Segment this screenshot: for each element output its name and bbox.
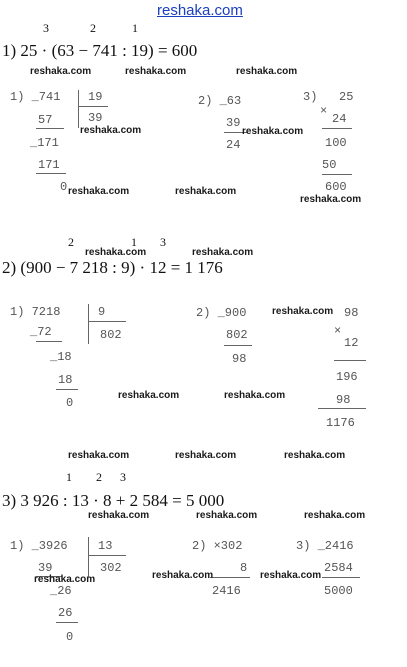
div1-quotient: 39	[88, 111, 103, 125]
mul1-row-2: 24	[332, 112, 347, 126]
mul3-row-1: 2) ×302	[192, 539, 243, 553]
watermark: reshaka.com	[236, 66, 298, 77]
watermark: reshaka.com	[272, 306, 334, 317]
mul1-row-3: 100	[325, 136, 347, 150]
div2-row-2: _72	[30, 325, 52, 339]
div3-row-4: 26	[58, 606, 73, 620]
div1-row-4: 171	[38, 158, 60, 172]
add3-row-3: 5000	[324, 584, 353, 598]
div3-divisor: 13	[98, 539, 113, 553]
mul2-row-3: 196	[336, 370, 358, 384]
watermark: reshaka.com	[175, 450, 237, 461]
order-mark-3: 1	[132, 21, 138, 35]
watermark: reshaka.com	[284, 450, 346, 461]
watermark: reshaka.com	[85, 247, 147, 258]
div2-row-4: 18	[58, 373, 73, 387]
sub1-row-2: 39	[226, 116, 241, 130]
watermark: reshaka.com	[118, 390, 180, 401]
sub1-row-3: 24	[226, 138, 241, 152]
order-mark-3: 3	[120, 470, 126, 484]
mul2-row-2: 12	[344, 336, 359, 350]
watermark: reshaka.com	[125, 66, 187, 77]
watermark: reshaka.com	[88, 510, 150, 521]
sub2-row-3: 98	[232, 352, 247, 366]
watermark: reshaka.com	[30, 66, 92, 77]
sub2-row-1: 2) _900	[196, 306, 247, 320]
mul1-row-1: 3) 25	[303, 90, 354, 104]
site-title[interactable]: reshaka.com	[157, 2, 243, 19]
mul2-times: ×	[334, 324, 342, 338]
watermark: reshaka.com	[68, 186, 130, 197]
sub2-row-2: 802	[226, 328, 248, 342]
equation-2: 2) (900 − 7 218 : 9) · 12 = 1 176	[2, 258, 223, 277]
watermark: reshaka.com	[68, 450, 130, 461]
mul3-row-2: 8	[240, 561, 248, 575]
equation-1: 1) 25 · (63 − 741 : 19) = 600	[2, 41, 198, 60]
mul2-row-1: 98	[344, 306, 359, 320]
watermark: reshaka.com	[300, 194, 362, 205]
div3-quotient: 302	[100, 561, 122, 575]
order-mark-2: 1	[131, 235, 137, 249]
sub1-row-1: 2) _63	[198, 94, 242, 108]
mul1-times: ×	[320, 104, 328, 118]
mul3-row-3: 2416	[212, 584, 241, 598]
watermark: reshaka.com	[80, 125, 142, 136]
div2-quotient: 802	[100, 328, 122, 342]
div2-row-1: 1) 7218	[10, 305, 61, 319]
div1-row-5: 0	[60, 180, 68, 194]
watermark: reshaka.com	[304, 510, 366, 521]
div2-divisor: 9	[98, 305, 106, 319]
div3-row-3: _26	[50, 584, 72, 598]
order-mark-1: 1	[66, 470, 72, 484]
mul1-row-4: 50	[322, 158, 337, 172]
order-mark-2: 2	[90, 21, 96, 35]
watermark: reshaka.com	[260, 570, 322, 581]
watermark: reshaka.com	[152, 570, 214, 581]
watermark: reshaka.com	[175, 186, 237, 197]
add3-row-1: 3) _2416	[296, 539, 354, 553]
add3-row-2: 2584	[324, 561, 353, 575]
equation-3: 3) 3 926 : 13 · 8 + 2 584 = 5 000	[2, 491, 225, 510]
div2-row-3: _18	[50, 350, 72, 364]
mul1-row-5: 600	[325, 180, 347, 194]
div3-row-1: 1) _3926	[10, 539, 68, 553]
order-mark-3: 3	[160, 235, 166, 249]
watermark: reshaka.com	[196, 510, 258, 521]
div1-row-2: 57	[38, 113, 53, 127]
div2-row-5: 0	[66, 396, 74, 410]
watermark: reshaka.com	[242, 126, 304, 137]
div1-row-3: _171	[30, 136, 59, 150]
order-mark-1: 3	[43, 21, 49, 35]
div1-row-1: 1) _741	[10, 90, 61, 104]
mul2-row-4: 98	[336, 393, 351, 407]
watermark: reshaka.com	[224, 390, 286, 401]
watermark: reshaka.com	[34, 574, 96, 585]
order-mark-1: 2	[68, 235, 74, 249]
div1-divisor: 19	[88, 90, 103, 104]
div3-row-5: 0	[66, 630, 74, 644]
div3-row-2: 39	[38, 561, 53, 575]
order-mark-2: 2	[96, 470, 102, 484]
mul2-row-5: 1176	[326, 416, 355, 430]
watermark: reshaka.com	[192, 247, 254, 258]
